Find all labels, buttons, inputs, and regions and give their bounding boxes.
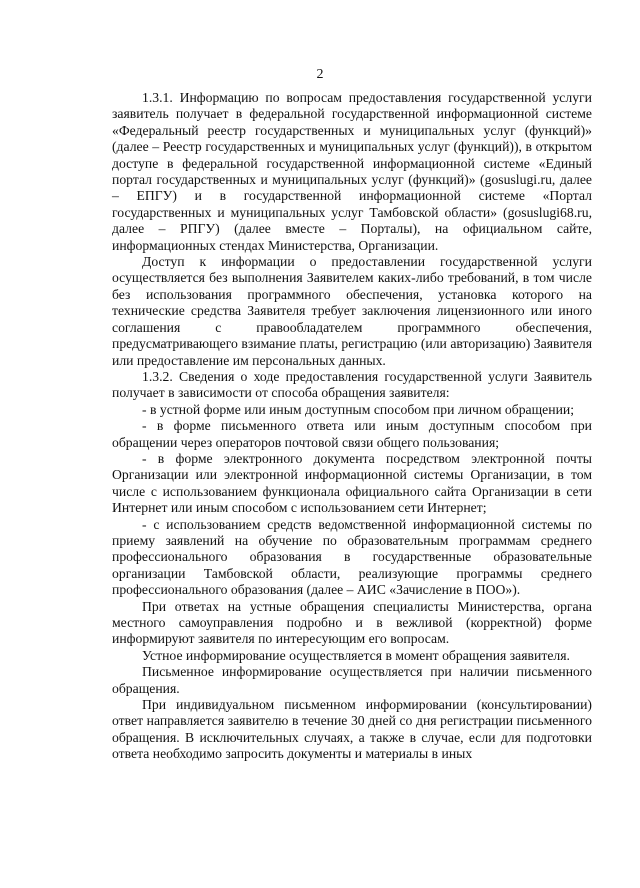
paragraph-1-3-1: 1.3.1. Информацию по вопросам предоставления государственной услуги заявитель получает в федеральной государственной информационной системе «Федеральный реестр государственных и муниципальных услуг (функций)» (далее – Реестр государственных и муниципальных услуг (функций)), в открытом доступе в федеральной государственной информационной системе «Единый портал государственных и муниципальных услуг (функций)» (gosuslugi.ru, далее – ЕПГУ) и в государственной информационной системе «Портал государственных и муниципальных услуг Тамбовской области» (gosuslugi68.ru, далее – РПГУ) (далее вместе – Порталы), на официальном сайте, информационных стендах Министерства, Организации. bbox=[112, 90, 592, 253]
list-item-written: - в форме письменного ответа или иным доступным способом при обращении через операторов почтовой связи общего пользования; bbox=[112, 418, 592, 450]
document-body bbox=[112, 90, 592, 763]
paragraph-1-3-2: 1.3.2. Сведения о ходе предоставления государственной услуги Заявитель получает в зависимости от способа обращения заявителя: bbox=[112, 368, 592, 401]
paragraph-oral-answers: При ответах на устные обращения специалисты Министерства, органа местного самоуправления подробно и в вежливой (корректной) форме информируют заявителя по интересующим его вопросам. bbox=[112, 598, 592, 647]
list-item-oral: - в устной форме или иным доступным способом при личном обращении; bbox=[142, 401, 575, 417]
paragraph-individual-written: При индивидуальном письменном информировании (консультировании) ответ направляется заявителю в течение 30 дней со дня регистрации письменного обращения. В исключительных случаях, а также в случае, если для подготовки ответа необходимо запросить документы и материалы в иных bbox=[112, 697, 592, 762]
page-number: 2 bbox=[316, 67, 324, 82]
paragraph-access: Доступ к информации о предоставлении государственной услуги осуществляется без выполнения Заявителем каких-либо требований, в том числе без использования программного обеспечения, установка которого на технические средства Заявителя требует заключения лицензионного или иного соглашения с правообладателем программного обеспечения, предусматривающего взимание платы, регистрацию (или авторизацию) Заявителя или предоставление им персональных данных. bbox=[112, 254, 592, 368]
list-item-ais: - с использованием средств ведомственной информационной системы по приему заявлений на обучение по образовательным программам среднего профессионального образования в государственные образовательные организации Тамбовской области, реализующие программы среднего профессионального образования (далее – АИС «Зачисление в ПОО»). bbox=[112, 516, 592, 598]
list-item-electronic: - в форме электронного документа посредством электронной почты Организации или электронной информационной системы Организации, в том числе с использованием функционала официального сайта Организации в сети Интернет или иным способом с использованием сети Интернет; bbox=[112, 450, 592, 516]
paragraph-oral-informing: Устное информирование осуществляется в момент обращения заявителя. bbox=[142, 647, 570, 663]
paragraph-written-informing: Письменное информирование осуществляется при наличии письменного обращения. bbox=[112, 664, 592, 696]
